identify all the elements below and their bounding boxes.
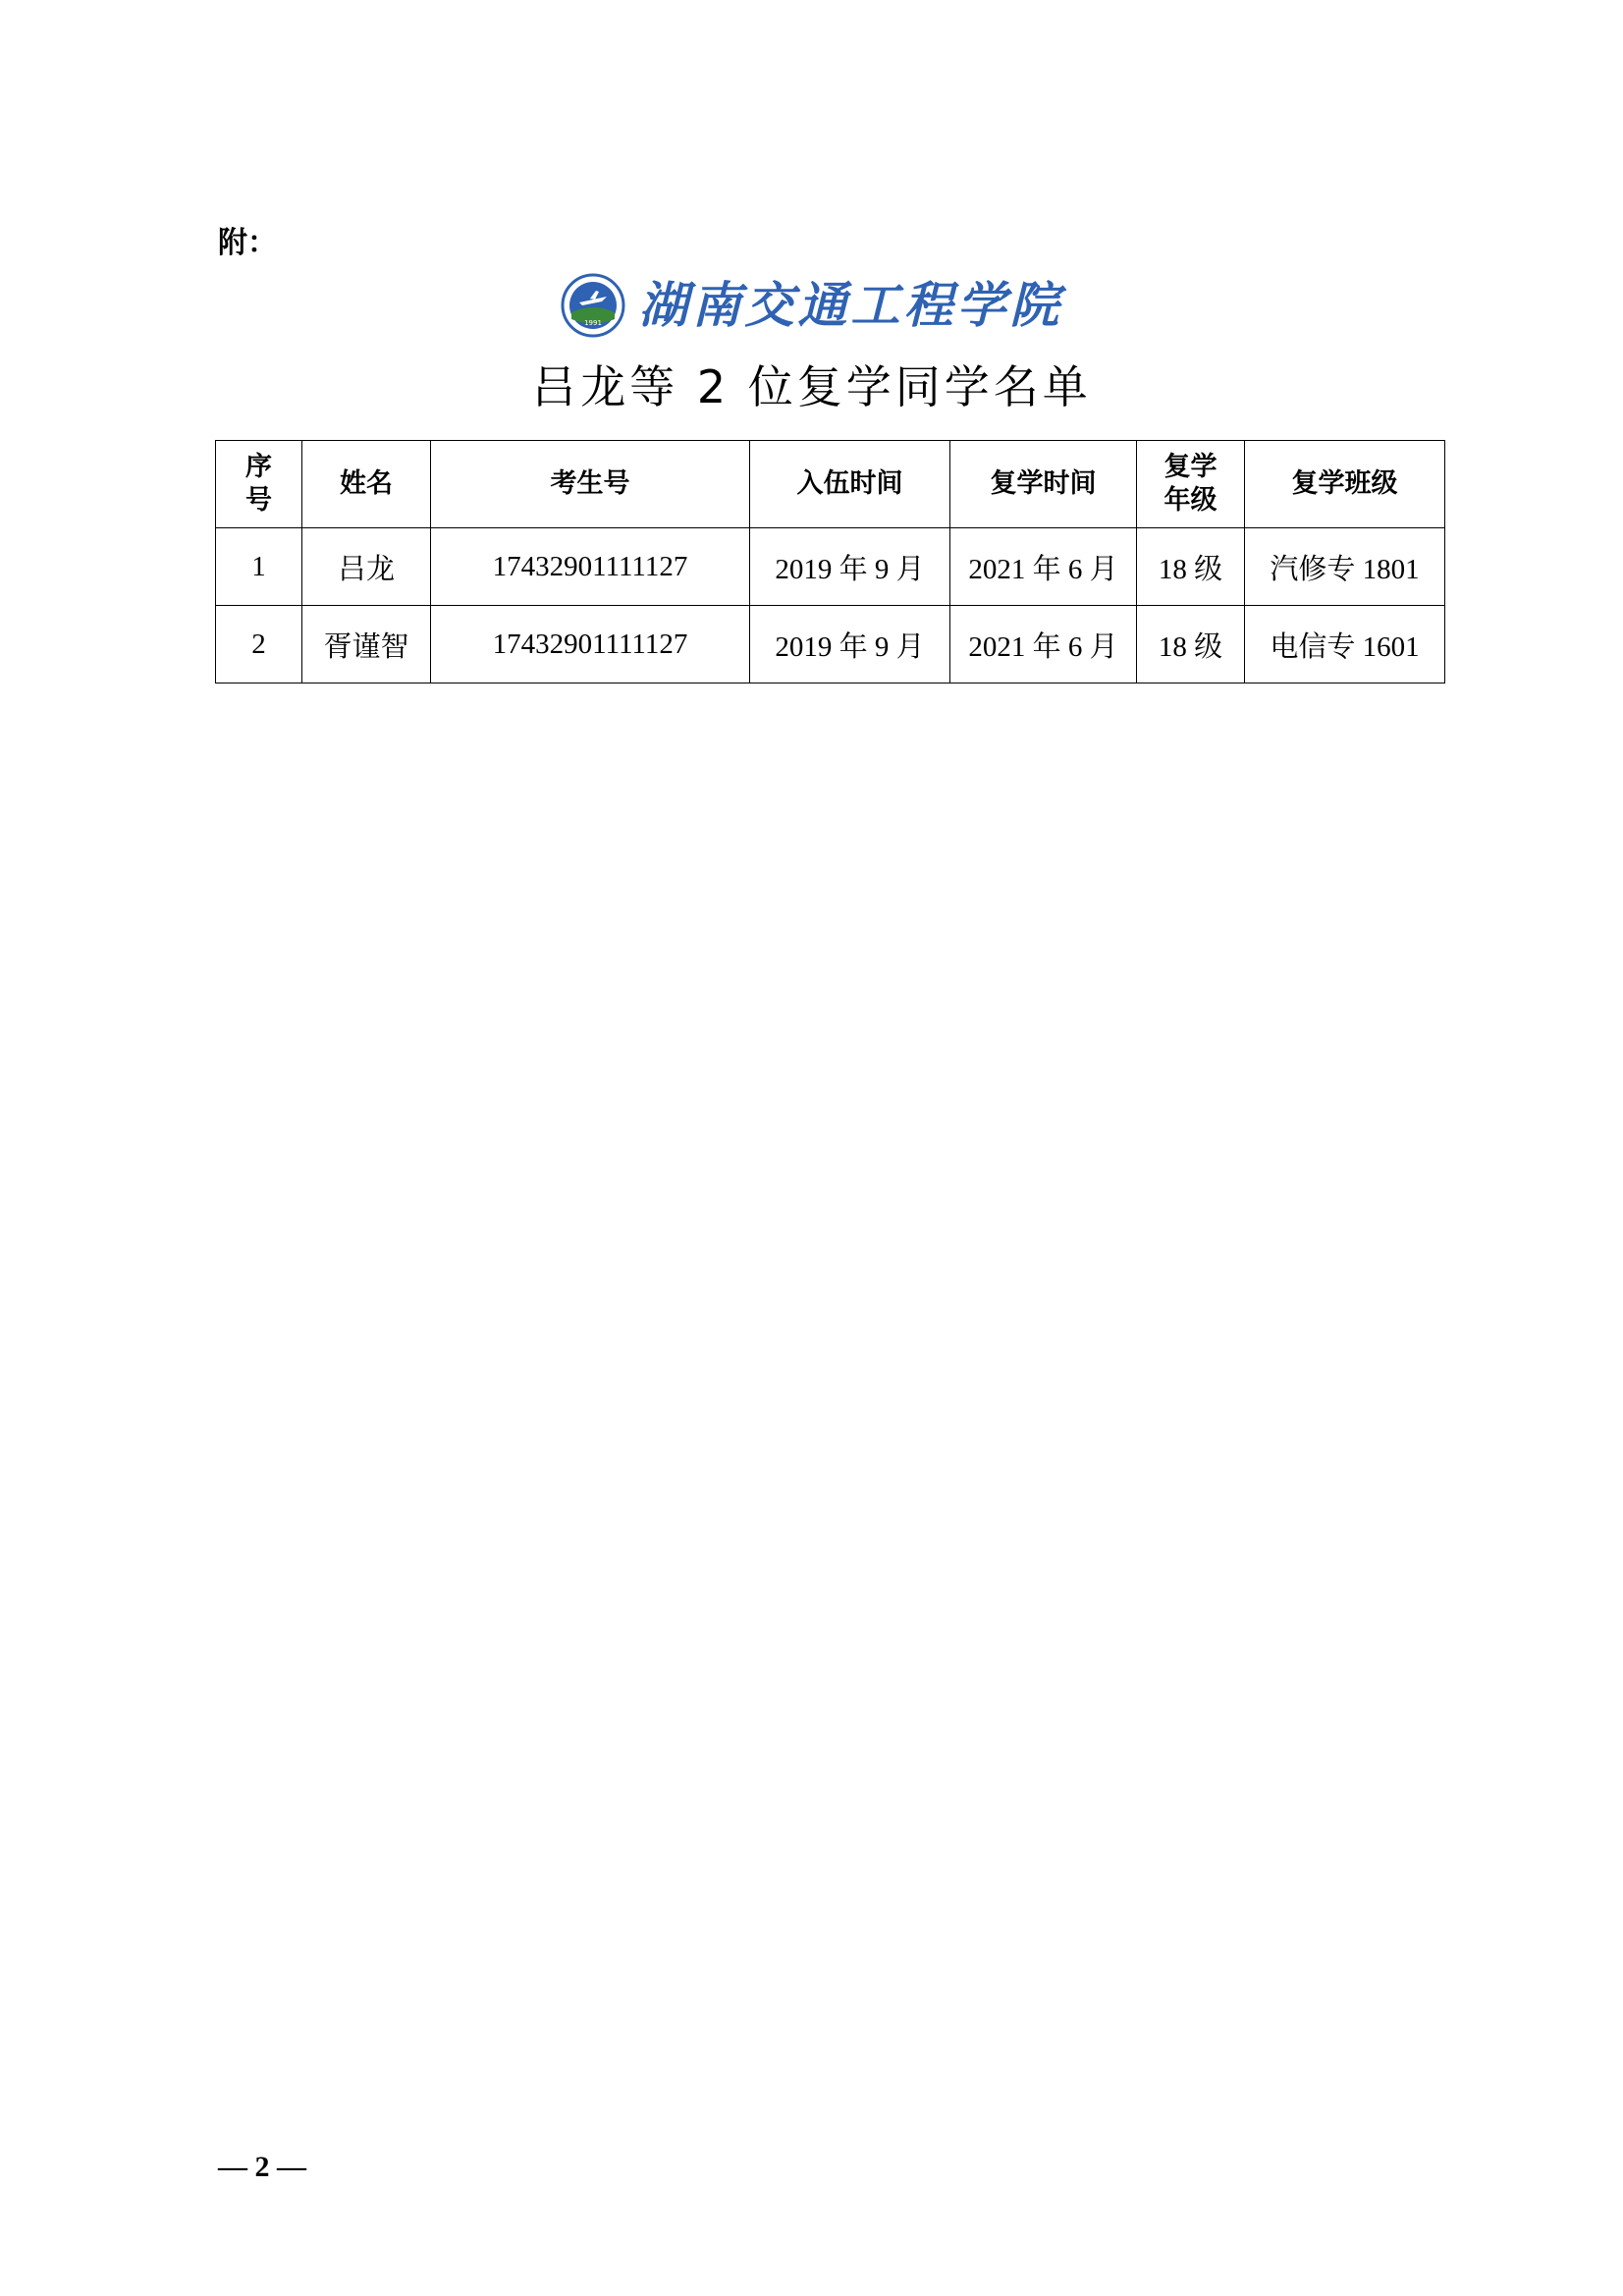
col-header-name: 姓名 — [302, 441, 431, 528]
table-row — [216, 606, 1445, 683]
school-logo — [0, 273, 1623, 338]
col-header-exam-number: 考生号 — [431, 441, 750, 528]
table-row — [216, 528, 1445, 606]
cell-name: 胥谨智 — [302, 606, 431, 683]
cell-grade: 18 级 — [1137, 528, 1245, 606]
cell-exam-number: 17432901111127 — [431, 528, 750, 606]
cell-exam-number: 17432901111127 — [431, 606, 750, 683]
table-header-row — [216, 441, 1445, 528]
cell-grade: 18 级 — [1137, 606, 1245, 683]
cell-class: 汽修专 1801 — [1245, 528, 1445, 606]
col-header-class: 复学班级 — [1245, 441, 1445, 528]
cell-name: 吕龙 — [302, 528, 431, 606]
col-header-enlist-date: 入伍时间 — [750, 441, 950, 528]
page-number: — 2 — — [218, 2151, 306, 2183]
cell-resume-date: 2021 年 6 月 — [950, 528, 1137, 606]
student-roster-table — [215, 440, 1445, 683]
emblem-year: 1991 — [583, 319, 602, 327]
cell-index: 1 — [216, 528, 302, 606]
attachment-label: 附： — [218, 226, 277, 260]
school-name: 湖南交通工程学院 — [638, 276, 1063, 334]
cell-resume-date: 2021 年 6 月 — [950, 606, 1137, 683]
col-header-index — [216, 441, 302, 528]
col-header-resume-date: 复学时间 — [950, 441, 1137, 528]
cell-enlist-date: 2019 年 9 月 — [750, 528, 950, 606]
col-header-grade-text: 复学年级 — [1163, 452, 1217, 516]
col-header-index-text: 序号 — [245, 452, 272, 516]
col-header-grade — [1137, 441, 1245, 528]
cell-class: 电信专 1601 — [1245, 606, 1445, 683]
cell-enlist-date: 2019 年 9 月 — [750, 606, 950, 683]
document-title: 吕龙等 2 位复学同学名单 — [531, 360, 1092, 413]
school-emblem-icon — [561, 273, 625, 338]
cell-index: 2 — [216, 606, 302, 683]
